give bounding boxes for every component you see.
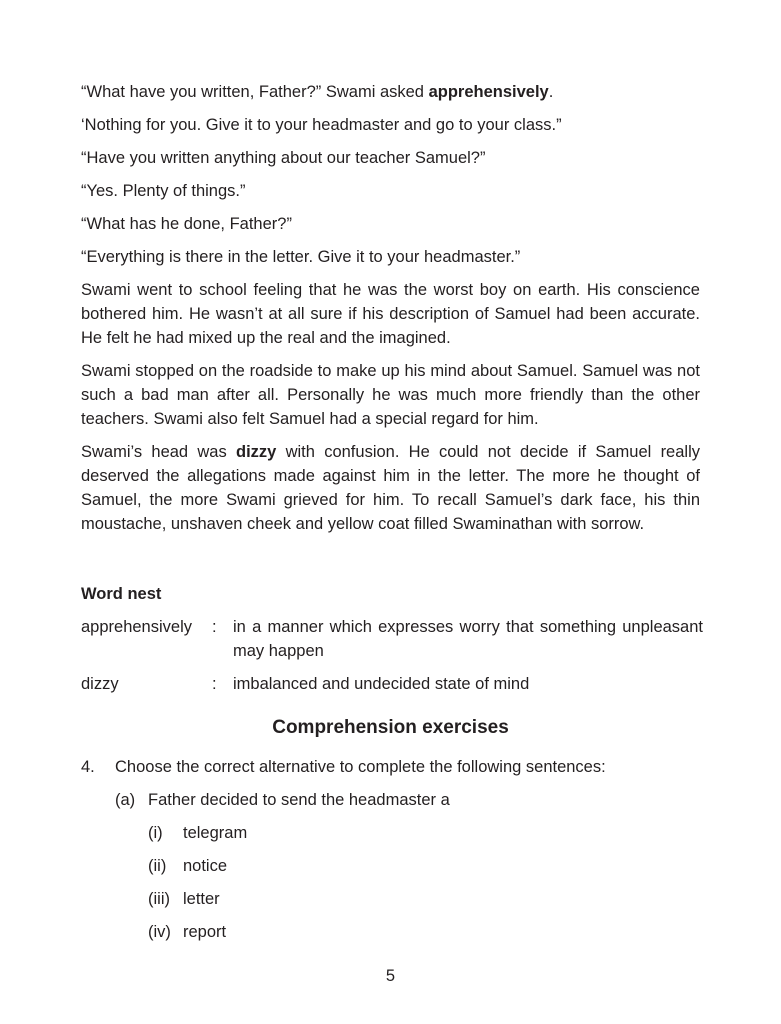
exercises-title: Comprehension exercises [272, 717, 509, 738]
question-text: Choose the correct alternative to complete the following sentences: [115, 758, 606, 776]
word-nest-term: apprehensively [81, 618, 192, 636]
option-label: (iv) [148, 923, 171, 941]
dialogue-line-5: “What has he done, Father?” [81, 215, 292, 233]
option-text: letter [183, 890, 220, 908]
paragraph-3 [81, 440, 700, 536]
word-nest-separator: : [212, 675, 217, 693]
paragraph-1: Swami went to school feeling that he was the worst boy on earth. His conscience bothered him. He wasn’t at all sure if his description of Samuel had been accurate. He felt he had mixed up the real and the imagined. [81, 281, 700, 347]
dialogue-line-6: “Everything is there in the letter. Give it to your headmaster.” [81, 248, 521, 266]
sub-question-text: Father decided to send the headmaster a [148, 791, 450, 809]
dialogue-line-3: “Have you written anything about our teacher Samuel?” [81, 149, 486, 167]
paragraph-3-rest: with confusion. He could not decide if Samuel really deserved the allegations made against him in the letter. The more he thought of Samuel, the more Swami grieved for him. To recall Samuel’s dark face, his thin moustache, unshaven cheek and yellow coat filled Swaminathan with sorrow. [81, 443, 700, 533]
word-nest-term: dizzy [81, 675, 119, 693]
sub-question-label: (a) [115, 791, 136, 809]
dialogue-line-2: ‘Nothing for you. Give it to your headmaster and go to your class.” [81, 116, 562, 134]
option-text: notice [183, 857, 228, 875]
word-nest-definition: in a manner which expresses worry that something unpleasant may happen [233, 618, 703, 660]
paragraph-2: Swami stopped on the roadside to make up his mind about Samuel. Samuel was not such a bad man after all. Personally he was much more friendly than the other teachers. Swami also felt Samuel had a special regard for him. [81, 362, 700, 428]
dialogue-line-1-end: . [548, 83, 554, 101]
page-number: 5 [385, 967, 396, 985]
option-label: (i) [148, 824, 163, 842]
bold-word-apprehensively: apprehensively [428, 83, 549, 101]
question-number: 4. [81, 758, 95, 776]
word-nest-heading: Word nest [81, 585, 162, 603]
dialogue-line-1 [81, 82, 553, 102]
paragraph-3-start: Swami’s head was [81, 443, 236, 461]
option-text: telegram [183, 824, 248, 842]
dialogue-line-4: “Yes. Plenty of things.” [81, 182, 246, 200]
dialogue-line-1-text: “What have you written, Father?” Swami asked [81, 83, 429, 101]
word-nest-separator: : [212, 618, 217, 636]
bold-word-dizzy: dizzy [235, 443, 277, 461]
option-label: (iii) [148, 890, 170, 908]
option-label: (ii) [148, 857, 167, 875]
option-text: report [183, 923, 227, 941]
word-nest-definition: imbalanced and undecided state of mind [233, 675, 530, 693]
